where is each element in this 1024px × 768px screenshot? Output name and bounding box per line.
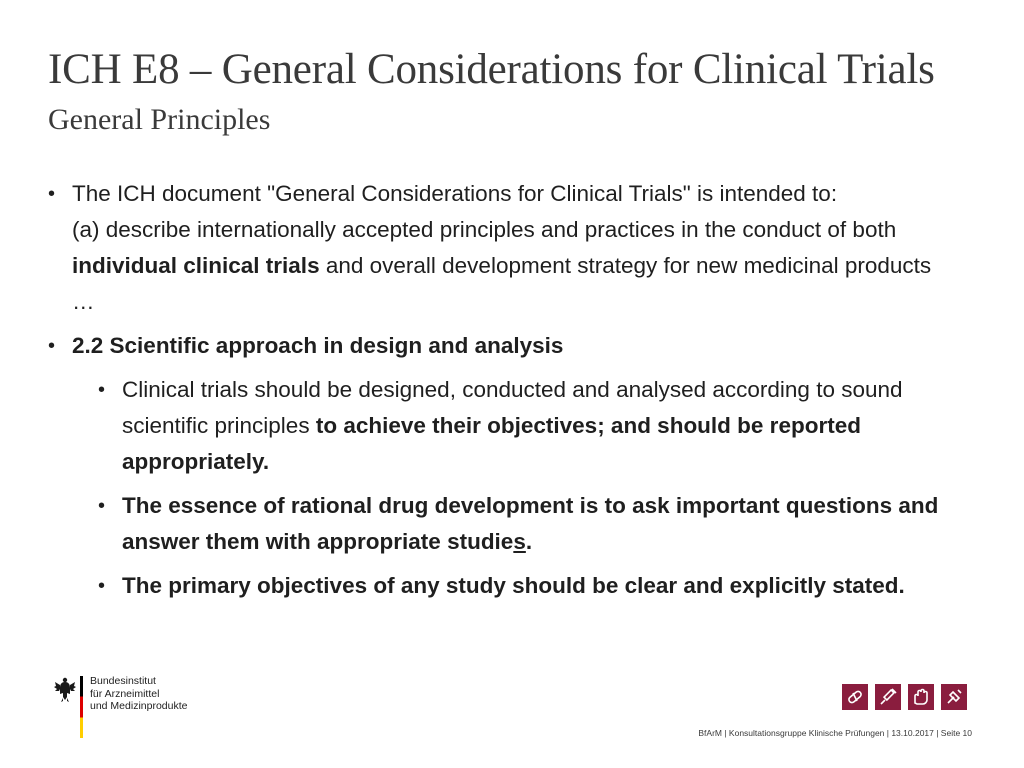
section-heading: 2.2 Scientific approach in design and analysis xyxy=(72,333,564,358)
sub-bullet-design xyxy=(98,372,948,480)
sub-bullet-bold: to achieve their objectives; and should be reported appropriately. xyxy=(122,413,861,474)
slide-footer: BfArM | Konsultationsgruppe Klinische Prüfungen | 13.10.2017 | Seite 10 xyxy=(698,728,972,738)
logo-text xyxy=(90,675,187,713)
medicine-icon xyxy=(842,684,868,710)
bullet-dot: • xyxy=(48,183,56,205)
bullet-dot: • xyxy=(48,335,56,357)
sub-bullet-underlined: s xyxy=(513,529,526,554)
bullet-dot: • xyxy=(98,495,106,517)
sub-bullet-period: . xyxy=(525,529,533,554)
bullet-dot: • xyxy=(98,379,106,401)
bullet-dot: • xyxy=(98,575,106,597)
logo-line: und Medizinprodukte xyxy=(90,700,188,712)
hand-icon xyxy=(908,684,934,710)
bfarm-logo xyxy=(54,676,214,740)
sub-bullet-bold: The primary objectives of any study should be clear and explicitly stated. xyxy=(122,573,905,598)
bullet-text-intro: The ICH document "General Considerations for Clinical Trials" is intended to: xyxy=(72,181,838,206)
bullet-bold-trials: individual clinical trials xyxy=(72,253,320,278)
bullet-text-describe: (a) describe internationally accepted principles and practices in the conduct of both xyxy=(72,217,897,242)
bullet-text-strategy: and overall development strategy for new medicinal products … xyxy=(72,253,932,314)
slide-body xyxy=(48,176,948,612)
logo-line: für Arzneimittel xyxy=(90,687,160,700)
bullet-scientific-approach xyxy=(48,328,948,364)
sub-bullet-bold: The essence of rational drug development is to ask important questions and answer them with appropriate studie xyxy=(122,493,939,554)
sub-bullet-text: Clinical trials should be designed, conducted and analysed according to sound scientific principles xyxy=(122,377,903,438)
bullet-ich-document xyxy=(48,176,948,320)
medical-device-icon xyxy=(941,684,967,710)
eagle-icon xyxy=(54,676,76,702)
sub-bullet-essence xyxy=(98,488,948,560)
slide-subtitle: General Principles xyxy=(48,103,271,136)
slide-title: ICH E8 – General Considerations for Clinical Trials xyxy=(48,46,935,93)
german-flag-bar xyxy=(80,676,83,738)
syringe-icon xyxy=(875,684,901,710)
logo-line: Bundesinstitut xyxy=(90,675,156,687)
sub-bullet-objectives xyxy=(98,568,948,604)
